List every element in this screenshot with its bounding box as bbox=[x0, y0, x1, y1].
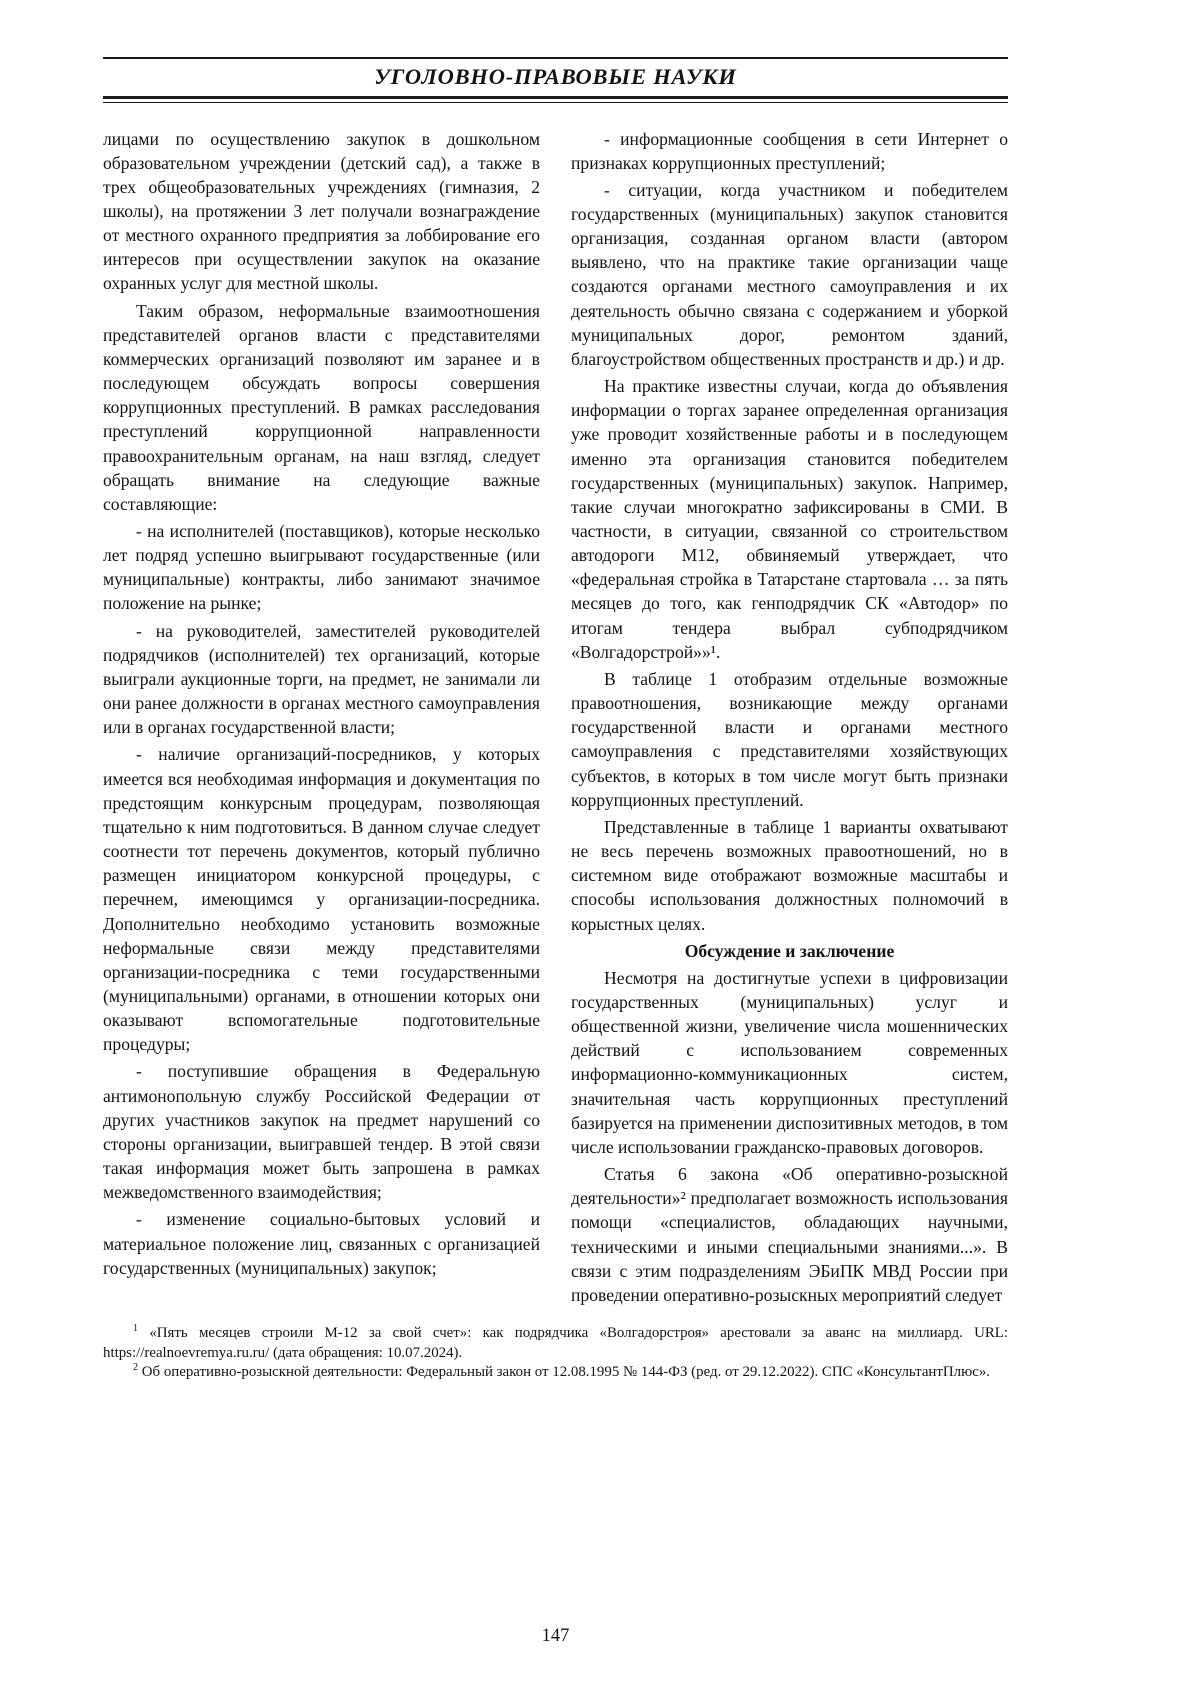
footnote-2-marker: 2 bbox=[133, 1362, 139, 1374]
body-paragraph: лицами по осуществлению закупок в дошкольном образовательном учреждении (детский сад), а также в трех общеобразовательных учреждениях (гимназия, 2 школы), на протяжении 3 лет получали вознаграждение от местного охранного предприятия за лоббирование его интересов при осуществлении закупок на оказание охранных услуг для местной школы. bbox=[103, 128, 540, 294]
list-item-paragraph: - наличие организаций-посредников, у которых имеется вся необходимая информация и документация по предстоящим конкурсным процедурам, позволяющая тщательно к ним подготовиться. В данном случае следует соотнести тот перечень документов, который публично размещен инициатором конкурсной процедуры, с перечнем, имеющимся у организации-посредника. Дополнительно необходимо установить возможные неформальные связи между представителями организации-посредника с теми государственными (муниципальными) органами, в отношении которых они оказывают вспомогательные подготовительные процедуры; bbox=[103, 744, 540, 1055]
list-item-paragraph: - на исполнителей (поставщиков), которые несколько лет подряд успешно выигрывают государственные (или муниципальные) контракты, либо занимают значимое положение на рынке; bbox=[103, 521, 540, 614]
body-paragraph: Статья 6 закона «Об оперативно-розыскной деятельности»² предполагает возможность использования помощи «специалистов, обладающих научными, техническими и иными специальными знаниями...». В связи с этим подразделениям ЭБиПК МВД России при проведении оперативно-розыскных мероприятий следует bbox=[571, 1164, 1008, 1305]
list-item-paragraph: - поступившие обращения в Федеральную антимонопольную службу Российской Федерации от других участников закупок на предмет нарушений со стороны организации, выигравшей тендер. В этой связи такая информация может быть запрошена в рамках межведомственного взаимодействия; bbox=[103, 1061, 540, 1203]
two-column-body bbox=[103, 127, 1008, 1308]
right-column bbox=[571, 127, 1008, 1308]
list-item-paragraph: - изменение социально-бытовых условий и материальное положение лиц, связанных с организацией государственных (муниципальных) закупок; bbox=[103, 1209, 540, 1278]
body-paragraph: Несмотря на достигнутые успехи в цифровизации государственных (муниципальных) услуг и общественной жизни, увеличение числа мошеннических действий с использованием современных информационно-коммуникационных систем, значительная часть коррупционных преступлений базируется на применении диспозитивных методов, в том числе использовании гражданско-правовых договоров. bbox=[571, 967, 1008, 1157]
header-rule-thick bbox=[103, 96, 1008, 99]
body-paragraph: Таким образом, неформальные взаимоотношения представителей органов власти с представителями коммерческих организаций позволяют им заранее и в последующем обсуждать вопросы совершения коррупционных преступлений. В рамках расследования преступлений коррупционной направленности правоохранительным органам, на наш взгляд, следует обращать внимание на следующие важные составляющие: bbox=[103, 300, 540, 514]
body-paragraph: В таблице 1 отобразим отдельные возможные правоотношения, возникающие между органами государственной власти и органами местного самоуправления с представителями хозяйствующих субъектов, в которых в том числе могут быть признаки коррупционных преступлений. bbox=[571, 668, 1008, 810]
body-paragraph: Представленные в таблице 1 варианты охватывают не весь перечень возможных правоотношений, но в системном виде отображают возможные масштабы и способы использования должностных полномочий в корыстных целях. bbox=[571, 816, 1008, 934]
section-heading-discussion: Обсуждение и заключение bbox=[684, 940, 895, 961]
footnote-2-text: Об оперативно-розыскной деятельности: Федеральный закон от 12.08.1995 № 144-ФЗ (ред. от 29.12.2022). СПС «КонсультантПлюс». bbox=[138, 1364, 990, 1381]
body-paragraph: На практике известны случаи, когда до объявления информации о торгах заранее определенная организация уже проводит хозяйственные работы и в последующем именно эта организация становится победителем государственных (муниципальных) закупок. Например, такие случаи многократно зафиксированы в СМИ. В частности, в ситуации, связанной со строительством автодороги М12, обвиняемый утверждает, что «федеральная стройка в Татарстане стартовала … за пять месяцев до того, как генподрядчик СК «Автодор» по итогам тендера выбрал субподрядчиком «Волгадорстрой»»¹. bbox=[571, 376, 1008, 662]
page-number: 147 bbox=[541, 1626, 570, 1646]
header-rule-thin bbox=[103, 102, 1008, 103]
list-item-paragraph: - на руководителей, заместителей руководителей подрядчиков (исполнителей) тех организаций, которые выиграли аукционные торги, на предмет, не занимали ли они ранее должности в органах местного самоуправления или в органах государственной власти; bbox=[103, 620, 540, 738]
footnotes-block bbox=[103, 1324, 1008, 1383]
footnote-1 bbox=[103, 1324, 1008, 1363]
list-item-paragraph: - ситуации, когда участником и победителем государственных (муниципальных) закупок становится организация, созданная органом власти (автором выявлено, что на практике такие организации чаще создаются органами местного самоуправления и их деятельность обычно связана с содержанием и уборкой муниципальных дорог, ремонтом зданий, благоустройством общественных пространств и др.) и др. bbox=[571, 179, 1008, 369]
section-title: УГОЛОВНО-ПРАВОВЫЕ НАУКИ bbox=[374, 64, 737, 89]
page-header bbox=[103, 57, 1008, 103]
footnote-1-text: «Пять месяцев строили М-12 за свой счет»: как подрядчика «Волгадорстроя» арестовали за аванс на миллиард. URL: https://realnoevremya.ru.ru/ (дата обращения: 10.07.2024). bbox=[103, 1325, 1008, 1361]
list-item-paragraph: - информационные сообщения в сети Интернет о признаках коррупционных преступлений; bbox=[571, 128, 1008, 173]
page-content bbox=[103, 0, 1008, 1383]
left-column bbox=[103, 127, 540, 1308]
footnote-1-marker: 1 bbox=[133, 1323, 139, 1335]
footnote-2 bbox=[103, 1363, 1008, 1383]
